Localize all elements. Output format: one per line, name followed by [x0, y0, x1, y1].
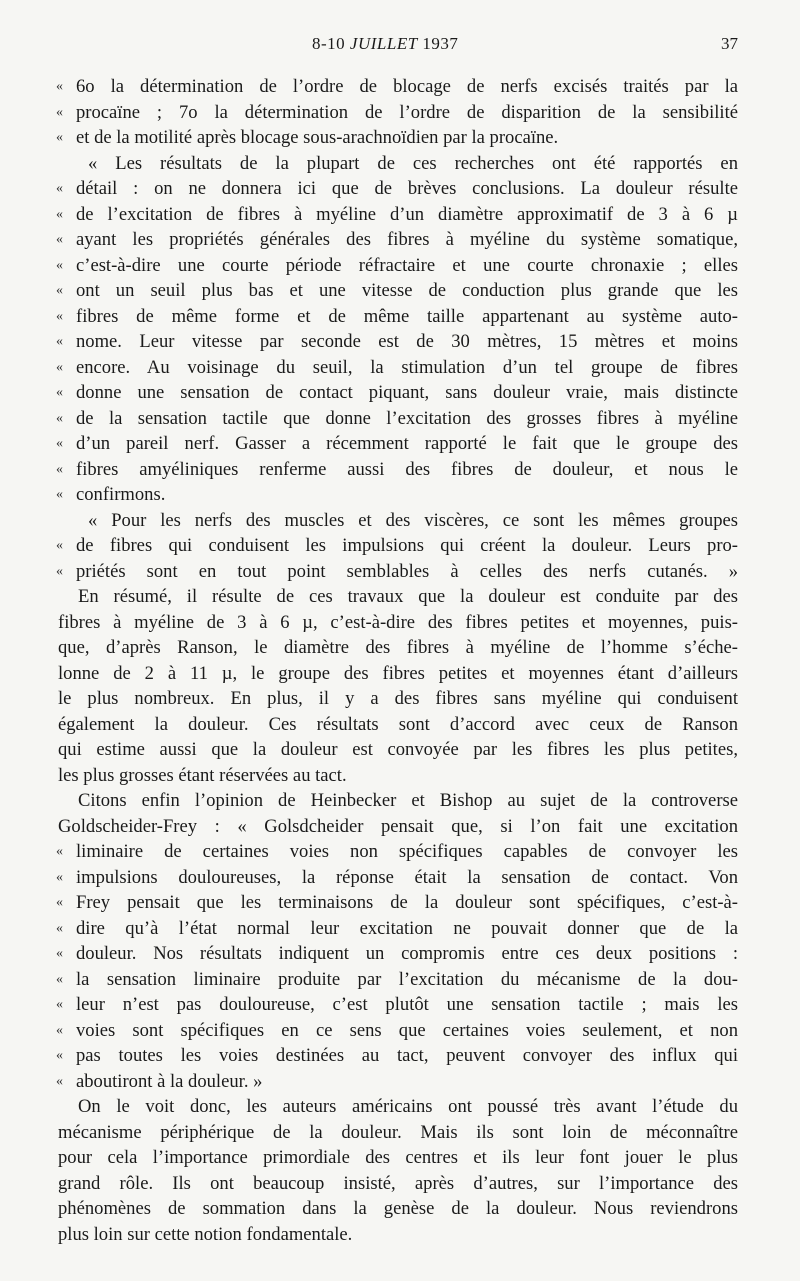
text-line	[58, 202, 738, 228]
quote-guillemet: «	[56, 563, 63, 579]
line-text: leur n’est pas douloureuse, c’est plutôt une sensation tactile ; mais les	[76, 994, 738, 1015]
quote-guillemet: «	[56, 130, 63, 145]
quote-guillemet: «	[56, 1073, 63, 1089]
text-line	[58, 1171, 738, 1197]
text-line	[58, 1069, 738, 1095]
text-line	[58, 941, 738, 967]
line-text: les plus grosses étant réservées au tact.	[58, 764, 347, 786]
line-text: c’est-à-dire une courte période réfractaire et une courte chronaxie ; elles	[76, 254, 738, 276]
text-line	[58, 74, 738, 100]
line-text: ont un seuil plus bas et une vitesse de conduction plus grande que les	[76, 280, 738, 301]
text-line	[58, 1196, 738, 1222]
text-line	[58, 1018, 738, 1044]
line-text: fibres à myéline de 3 à 6 µ, c’est-à-dire des fibres petites et moyennes, puis-	[58, 611, 738, 633]
quote-guillemet: «	[56, 385, 63, 400]
quote-guillemet: «	[56, 895, 63, 910]
text-line	[58, 100, 738, 126]
line-text: de fibres qui conduisent les impulsions qui créent la douleur. Leurs pro-	[76, 535, 738, 556]
quote-guillemet: «	[56, 104, 63, 120]
line-text: encore. Au voisinage du seuil, la stimulation d’un tel groupe de fibres	[76, 356, 738, 378]
quote-guillemet: «	[56, 283, 63, 298]
line-text: également la douleur. Ces résultats sont d’accord avec ceux de Ranson	[58, 713, 738, 735]
line-text: procaïne ; 7o la détermination de l’ordre de disparition de la sensibilité	[76, 101, 738, 123]
line-text: pour cela l’importance primordiale des centres et ils leur font jouer le plus	[58, 1147, 738, 1168]
text-line	[58, 508, 738, 534]
quote-guillemet: «	[56, 232, 63, 247]
text-line	[58, 1043, 738, 1069]
text-line	[58, 253, 738, 279]
line-text: lonne de 2 à 11 µ, le groupe des fibres petites et moyennes étant d’ailleurs	[58, 662, 738, 684]
line-text: Goldscheider-Frey : « Golsdcheider pensait que, si l’on fait une excitation	[58, 815, 738, 837]
line-text: 6o la détermination de l’ordre de blocage de nerfs excisés traités par la	[76, 76, 738, 97]
text-line	[58, 1145, 738, 1171]
quote-guillemet: «	[56, 257, 63, 273]
text-line	[58, 431, 738, 457]
quote-guillemet: «	[56, 436, 63, 451]
text-line	[58, 890, 738, 916]
quote-guillemet: «	[56, 410, 63, 426]
text-line	[58, 1222, 738, 1248]
line-text: fibres amyéliniques renferme aussi des fibres de douleur, et nous le	[76, 458, 738, 480]
text-line	[58, 865, 738, 891]
text-line	[58, 839, 738, 865]
line-text: voies sont spécifiques en ce sens que certaines voies seulement, et non	[76, 1019, 738, 1041]
text-line	[58, 635, 738, 661]
quote-guillemet: «	[56, 946, 63, 961]
quote-guillemet: «	[56, 206, 63, 222]
quote-guillemet: «	[56, 308, 63, 324]
text-line	[58, 559, 738, 585]
line-text: de l’excitation de fibres à myéline d’un diamètre approximatif de 3 à 6 µ	[76, 203, 738, 225]
line-text: Frey pensait que les terminaisons de la douleur sont spécifiques, c’est-à-	[76, 892, 738, 913]
quote-guillemet: «	[56, 461, 63, 477]
text-line	[58, 125, 738, 151]
line-text: phénomènes de sommation dans la genèse de la douleur. Nous reviendrons	[58, 1198, 738, 1219]
quote-guillemet: «	[56, 181, 63, 196]
line-text: fibres de même forme et de même taille appartenant au système auto-	[76, 305, 738, 327]
text-line	[58, 304, 738, 330]
quote-guillemet: «	[56, 869, 63, 885]
line-text: aboutiront à la douleur. »	[76, 1070, 263, 1092]
line-text: priétés sont en tout point semblables à celles des nerfs cutanés. »	[76, 560, 738, 582]
quote-guillemet: «	[56, 487, 63, 502]
line-text: ayant les propriétés générales des fibres à myéline du système somatique,	[76, 229, 738, 250]
quote-guillemet: «	[56, 971, 63, 987]
line-text: dire qu’à l’état normal leur excitation ne pouvait donner que de la	[76, 917, 738, 939]
line-text: On le voit donc, les auteurs américains ont poussé très avant l’étude du	[78, 1096, 738, 1117]
line-text: et de la motilité après blocage sous-arachnoïdien par la procaïne.	[76, 127, 559, 148]
line-text: grand rôle. Ils ont beaucoup insisté, après d’autres, sur l’importance des	[58, 1172, 738, 1194]
text-line	[58, 712, 738, 738]
line-text: confirmons.	[76, 484, 166, 505]
page-number: 37	[721, 34, 738, 53]
line-text: la sensation liminaire produite par l’excitation du mécanisme de la dou-	[76, 968, 738, 990]
line-text: pas toutes les voies destinées au tact, peuvent convoyer des influx qui	[76, 1045, 738, 1066]
line-text: « Pour les nerfs des muscles et des viscères, ce sont les mêmes groupes	[88, 509, 738, 531]
quote-guillemet: «	[56, 79, 63, 94]
line-text: d’un pareil nerf. Gasser a récemment rapporté le fait que le groupe des	[76, 433, 738, 454]
line-text: mécanisme périphérique de la douleur. Mais ils sont loin de méconnaître	[58, 1121, 738, 1143]
line-text: impulsions douloureuses, la réponse était la sensation de contact. Von	[76, 866, 738, 888]
line-text: « Les résultats de la plupart de ces recherches ont été rapportés en	[88, 152, 738, 174]
quote-guillemet: «	[56, 920, 63, 936]
text-line	[58, 227, 738, 253]
text-line	[58, 992, 738, 1018]
text-line	[58, 151, 738, 177]
line-text: le plus nombreux. En plus, il y a des fibres sans myéline qui conduisent	[58, 688, 738, 709]
text-line	[58, 763, 738, 789]
line-text: plus loin sur cette notion fondamentale.	[58, 1223, 353, 1245]
text-line	[58, 814, 738, 840]
text-line	[58, 737, 738, 763]
quote-guillemet: «	[56, 1048, 63, 1063]
text-line	[58, 1094, 738, 1120]
text-line	[58, 584, 738, 610]
text-line	[58, 329, 738, 355]
text-line	[58, 661, 738, 687]
line-text: Citons enfin l’opinion de Heinbecker et Bishop au sujet de la controverse	[78, 790, 738, 811]
line-text: En résumé, il résulte de ces travaux que la douleur est conduite par des	[78, 586, 738, 607]
text-line	[58, 406, 738, 432]
text-line	[58, 967, 738, 993]
line-text: de la sensation tactile que donne l’excitation des grosses fibres à myéline	[76, 407, 738, 429]
quote-guillemet: «	[56, 538, 63, 553]
text-line	[58, 355, 738, 381]
line-text: détail : on ne donnera ici que de brèves conclusions. La douleur résulte	[76, 178, 738, 199]
text-line	[58, 1120, 738, 1146]
text-line	[58, 686, 738, 712]
line-text: nome. Leur vitesse par seconde est de 30 mètres, 15 mètres et moins	[76, 331, 738, 352]
quote-guillemet: «	[56, 997, 63, 1012]
text-line	[58, 176, 738, 202]
line-text: liminaire de certaines voies non spécifiques capables de convoyer les	[76, 841, 738, 862]
text-line	[58, 380, 738, 406]
line-text: donne une sensation de contact piquant, sans douleur vraie, mais distincte	[76, 382, 738, 403]
line-text: qui estime aussi que la douleur est convoyée par les fibres les plus petites,	[58, 739, 738, 760]
text-line	[58, 482, 738, 508]
quote-guillemet: «	[56, 1022, 63, 1038]
text-line	[58, 610, 738, 636]
running-header	[0, 34, 800, 58]
quote-guillemet: «	[56, 334, 63, 349]
text-line	[58, 457, 738, 483]
quote-guillemet: «	[56, 844, 63, 859]
text-line	[58, 533, 738, 559]
line-text: que, d’après Ranson, le diamètre des fibres à myéline de l’homme s’éche-	[58, 637, 738, 658]
quote-guillemet: «	[56, 359, 63, 375]
line-text: douleur. Nos résultats indiquent un compromis entre ces deux positions :	[76, 943, 738, 964]
text-line	[58, 788, 738, 814]
text-line	[58, 916, 738, 942]
header-date: 8-10 JUILLET 1937	[312, 34, 459, 53]
text-line	[58, 278, 738, 304]
page-body	[58, 74, 738, 1247]
